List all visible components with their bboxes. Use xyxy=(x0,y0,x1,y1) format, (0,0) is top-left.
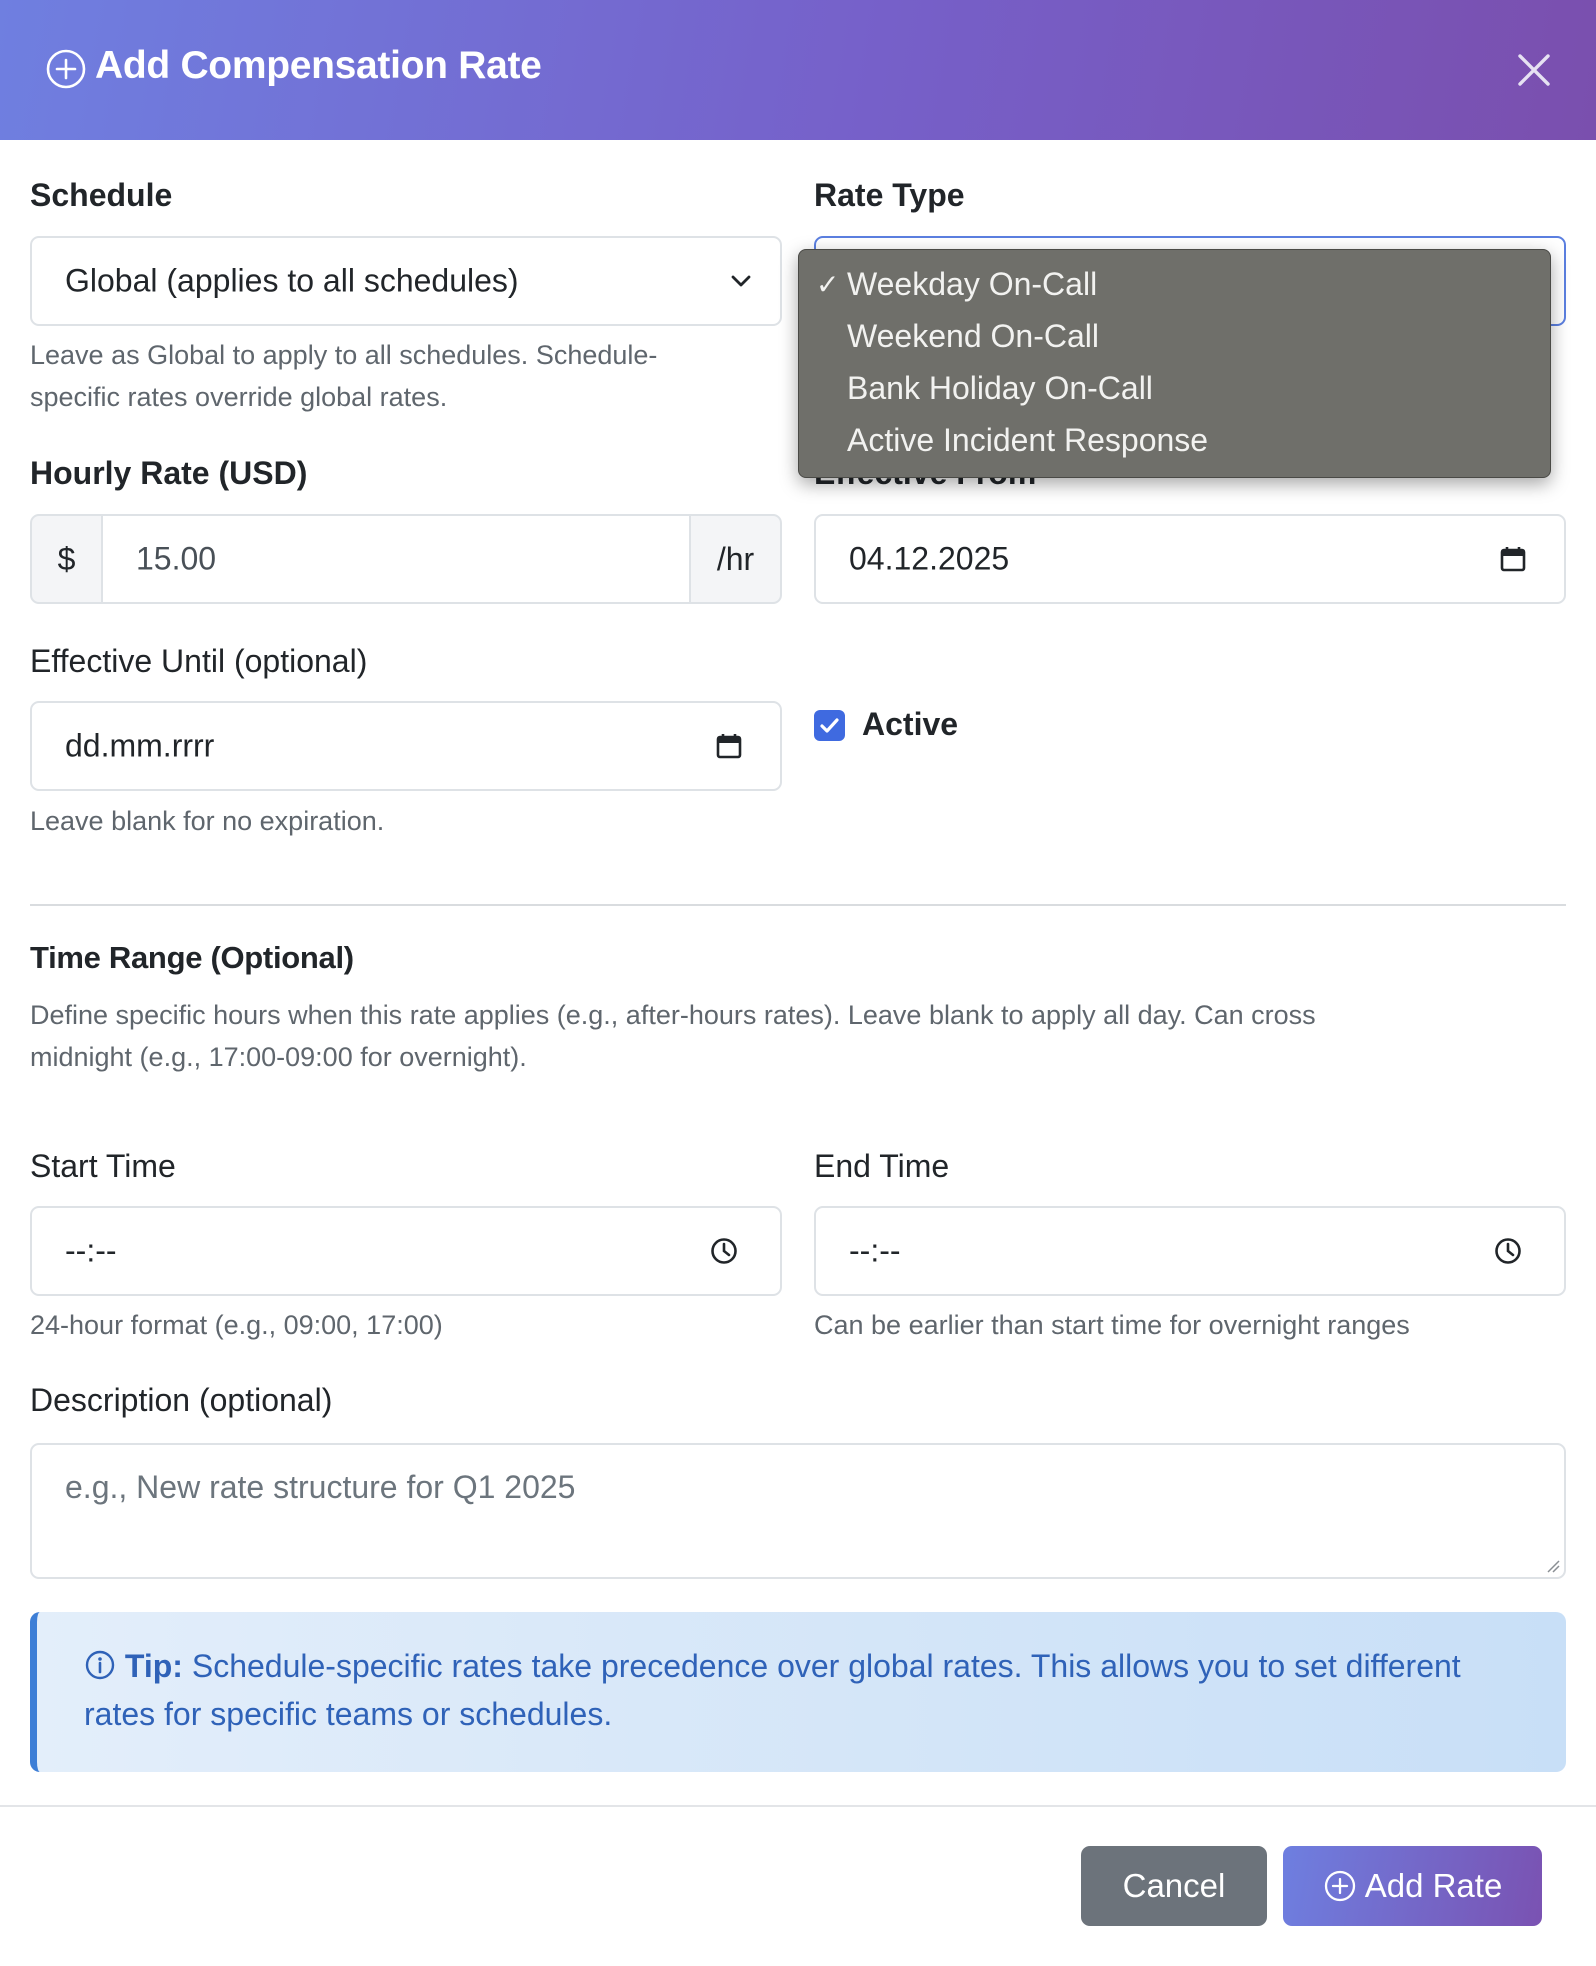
modal-header xyxy=(0,0,1596,140)
clock-icon[interactable] xyxy=(709,1236,739,1266)
rate-type-option-active-incident[interactable]: Active Incident Response xyxy=(847,422,1209,458)
rate-type-dropdown xyxy=(798,249,1551,478)
footer-divider xyxy=(0,1805,1596,1807)
plus-circle-icon xyxy=(45,48,87,90)
end-time-input[interactable] xyxy=(814,1206,1566,1296)
clock-icon[interactable] xyxy=(1493,1236,1523,1266)
effective-until-label: Effective Until (optional) xyxy=(30,643,368,679)
rate-type-option-weekday[interactable]: Weekday On-Call xyxy=(847,266,1098,302)
calendar-icon[interactable] xyxy=(1498,544,1528,574)
currency-prefix: $ xyxy=(30,514,103,604)
tip-text xyxy=(84,1642,1524,1738)
tip-label: Tip: xyxy=(124,1648,183,1684)
description-textarea[interactable] xyxy=(30,1443,1566,1579)
chevron-down-icon xyxy=(728,268,754,294)
effective-until-placeholder: dd.mm.rrrr xyxy=(65,727,215,764)
rate-suffix: /hr xyxy=(689,514,782,604)
checkmark-icon xyxy=(814,710,845,741)
tip-body: Schedule-specific rates take precedence over global rates. This allows you to set different rates for specific teams or schedules. xyxy=(84,1648,1461,1732)
hourly-rate-input[interactable] xyxy=(101,514,691,604)
modal-title: Add Compensation Rate xyxy=(95,44,542,87)
start-time-label: Start Time xyxy=(30,1148,176,1184)
end-time-label: End Time xyxy=(814,1148,950,1184)
effective-until-help: Leave blank for no expiration. xyxy=(30,806,385,836)
plus-circle-icon xyxy=(1323,1869,1357,1903)
start-time-help: 24-hour format (e.g., 09:00, 17:00) xyxy=(30,1310,443,1340)
schedule-select[interactable] xyxy=(30,236,782,326)
selected-check-icon: ✓ xyxy=(816,269,840,300)
cancel-button[interactable] xyxy=(1081,1846,1267,1926)
schedule-label: Schedule xyxy=(30,177,173,213)
info-circle-icon xyxy=(84,1649,116,1681)
tip-alert xyxy=(30,1612,1566,1772)
rate-type-option-bank-holiday[interactable]: Bank Holiday On-Call xyxy=(847,370,1153,406)
hourly-rate-label: Hourly Rate (USD) xyxy=(30,455,308,491)
start-time-placeholder: --:-- xyxy=(65,1232,117,1269)
active-label[interactable]: Active xyxy=(862,706,959,742)
effective-from-value: 04.12.2025 xyxy=(849,540,1010,577)
schedule-help-line2: specific rates override global rates. xyxy=(30,382,448,412)
description-placeholder: e.g., New rate structure for Q1 2025 xyxy=(65,1469,576,1505)
schedule-help-line1: Leave as Global to apply to all schedules. Schedule- xyxy=(30,340,658,370)
add-rate-button[interactable] xyxy=(1283,1846,1542,1926)
active-checkbox[interactable] xyxy=(814,710,845,741)
start-time-input[interactable] xyxy=(30,1206,782,1296)
end-time-placeholder: --:-- xyxy=(849,1232,901,1269)
time-range-desc-line2: midnight (e.g., 17:00-09:00 for overnight). xyxy=(30,1042,527,1072)
schedule-select-value: Global (applies to all schedules) xyxy=(65,262,519,299)
rate-type-label: Rate Type xyxy=(814,177,965,213)
resize-handle-icon[interactable] xyxy=(1544,1557,1560,1573)
effective-from-input[interactable] xyxy=(814,514,1566,604)
time-range-title: Time Range (Optional) xyxy=(30,940,354,975)
add-rate-button-label: Add Rate xyxy=(1364,1867,1503,1904)
time-range-desc-line1: Define specific hours when this rate applies (e.g., after-hours rates). Leave blank to apply all day. Can cross xyxy=(30,1000,1316,1030)
section-divider xyxy=(30,904,1566,906)
calendar-icon[interactable] xyxy=(714,731,744,761)
rate-type-option-weekend[interactable]: Weekend On-Call xyxy=(847,318,1099,354)
hourly-rate-value: 15.00 xyxy=(136,540,217,577)
description-label: Description (optional) xyxy=(30,1382,333,1418)
cancel-button-label: Cancel xyxy=(1122,1867,1226,1904)
close-icon[interactable] xyxy=(1510,46,1558,94)
end-time-help: Can be earlier than start time for overnight ranges xyxy=(814,1310,1410,1340)
effective-until-input[interactable] xyxy=(30,701,782,791)
